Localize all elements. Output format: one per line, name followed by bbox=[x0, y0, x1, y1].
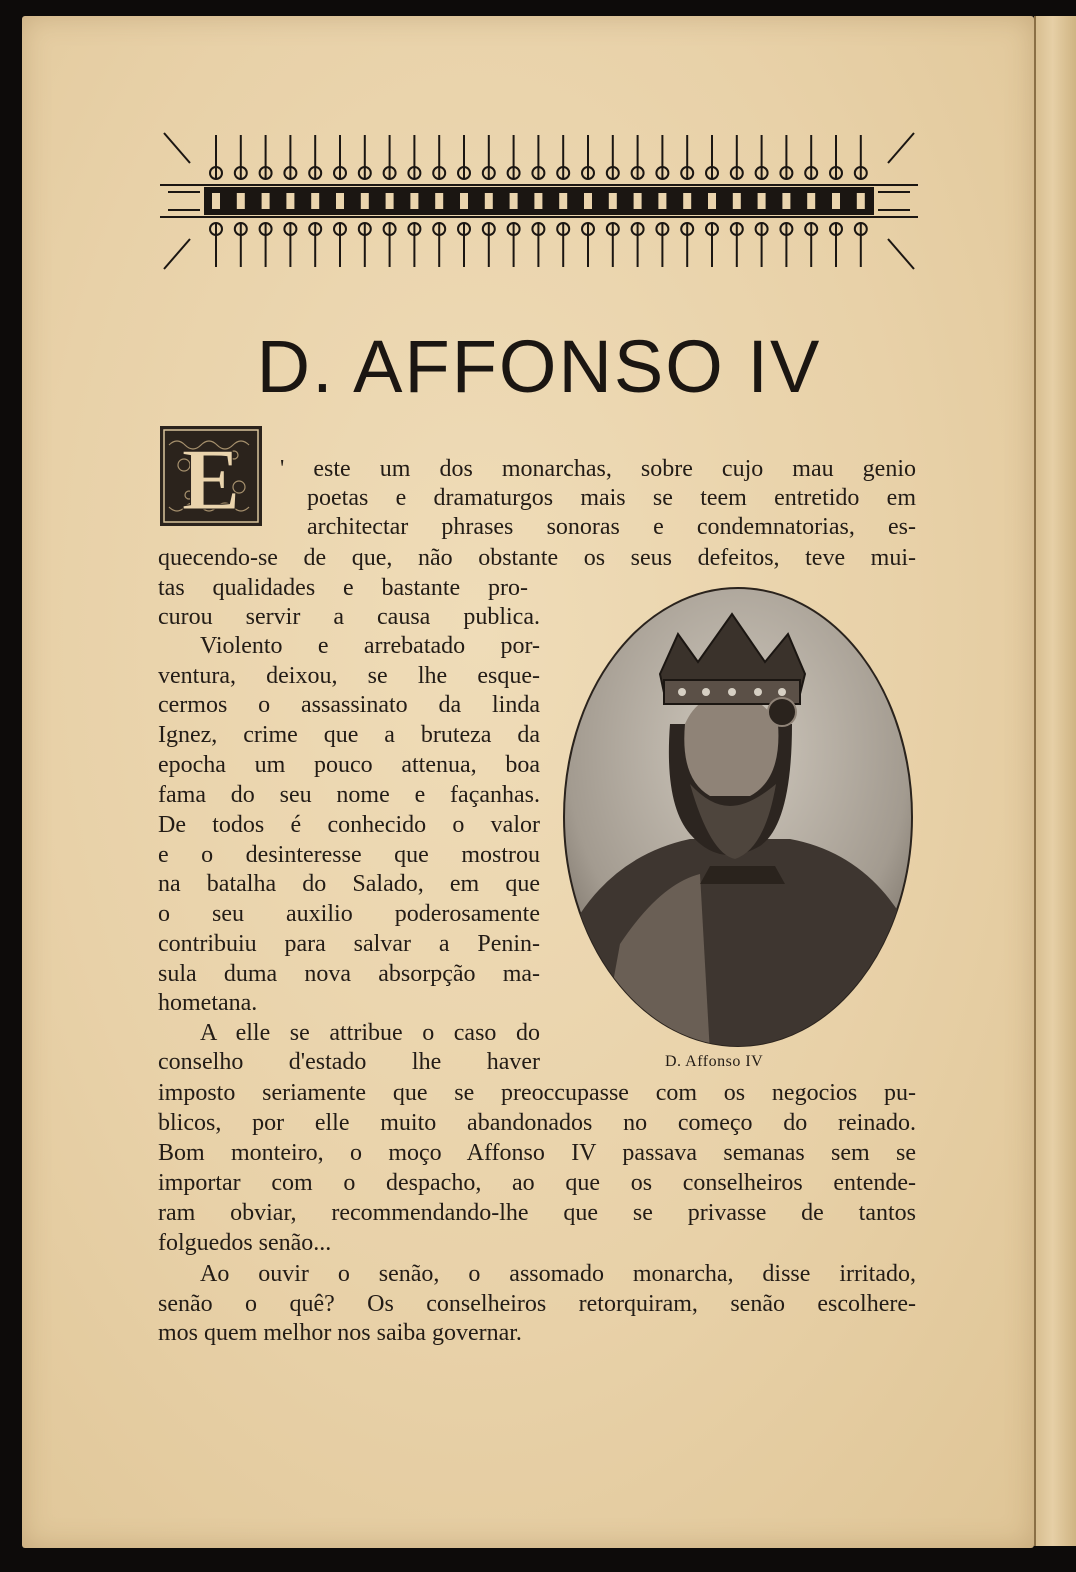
body-line: senão o quê? Os conselheiros retorquiram, senão escolhere- bbox=[158, 1291, 916, 1317]
portrait-caption: D. Affonso IV bbox=[665, 1053, 764, 1070]
body-line: Bom monteiro, o moço Affonso IV passava semanas sem se bbox=[158, 1140, 916, 1166]
next-page-edge bbox=[1034, 16, 1076, 1546]
body-line: Violento e arrebatado por- bbox=[200, 633, 540, 659]
body-line: cermos o assassinato da linda bbox=[158, 692, 540, 718]
body-line: ram obviar, recommendando-lhe que se privasse de tantos bbox=[158, 1200, 916, 1226]
body-line: conselho d'estado lhe haver bbox=[158, 1049, 540, 1075]
body-line: blicos, por elle muito abandonados no começo do reinado. bbox=[158, 1110, 916, 1136]
chapter-title: D. AFFONSO IV bbox=[256, 325, 822, 408]
body-line: ' este um dos monarchas, sobre cujo mau genio bbox=[280, 456, 916, 482]
body-line: na batalha do Salado, em que bbox=[158, 871, 540, 897]
body-line: Ao ouvir o senão, o assomado monarcha, disse irritado, bbox=[200, 1261, 916, 1287]
body-line: imposto seriamente que se preoccupasse com os negocios pu- bbox=[158, 1080, 916, 1106]
body-line: Ignez, crime que a bruteza da bbox=[158, 722, 540, 748]
body-line: fama do seu nome e façanhas. bbox=[158, 782, 540, 808]
decorative-header-ornament bbox=[160, 127, 918, 275]
body-line: mos quem melhor nos saiba governar. bbox=[158, 1320, 522, 1346]
body-line: e o desinteresse que mostrou bbox=[158, 842, 540, 868]
body-line: poetas e dramaturgos mais se teem entretido em bbox=[307, 485, 916, 511]
body-line: De todos é conhecido o valor bbox=[158, 812, 540, 838]
body-line: ventura, deixou, se lhe esque- bbox=[158, 663, 540, 689]
body-line: sula duma nova absorpção ma- bbox=[158, 961, 540, 987]
svg-text:E: E bbox=[181, 432, 241, 527]
decorated-initial bbox=[159, 425, 263, 527]
body-line: A elle se attribue o caso do bbox=[200, 1020, 540, 1046]
body-line: folguedos senão... bbox=[158, 1230, 332, 1256]
body-line: curou servir a causa publica. bbox=[158, 604, 540, 630]
body-line: tas qualidades e bastante pro- bbox=[158, 575, 528, 601]
body-line: importar com o despacho, ao que os conselheiros entende- bbox=[158, 1170, 916, 1196]
body-line: o seu auxilio poderosamente bbox=[158, 901, 540, 927]
body-line: epocha um pouco attenua, boa bbox=[158, 752, 540, 778]
body-line: hometana. bbox=[158, 990, 258, 1016]
king-portrait-engraving bbox=[560, 584, 916, 1050]
body-line: architectar phrases sonoras e condemnatorias, es- bbox=[307, 514, 916, 540]
body-line: quecendo-se de que, não obstante os seus defeitos, teve mui- bbox=[158, 545, 916, 571]
body-line: contribuiu para salvar a Penin- bbox=[158, 931, 540, 957]
